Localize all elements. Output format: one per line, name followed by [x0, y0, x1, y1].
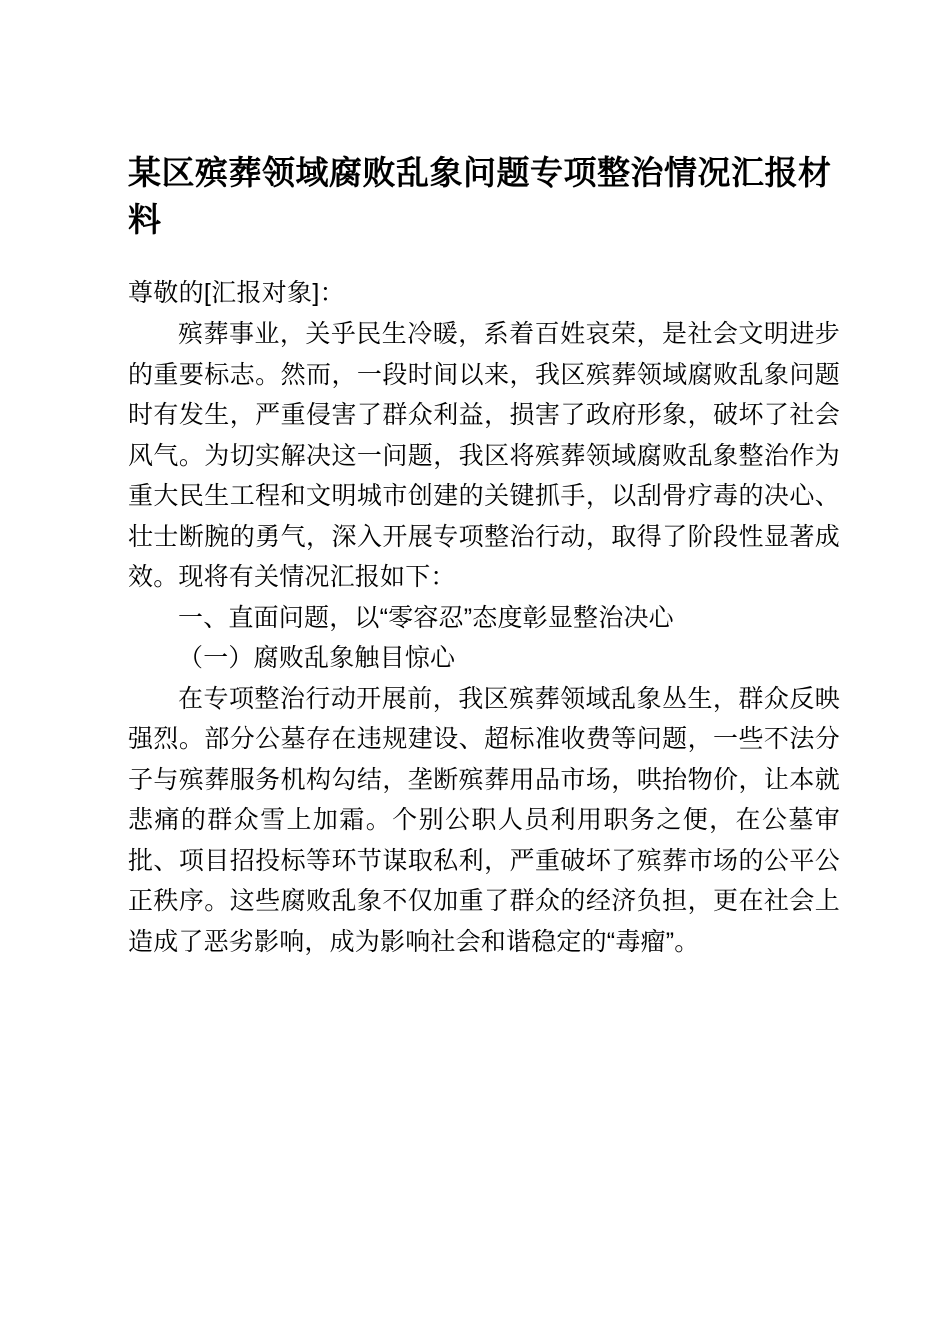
page-title: 某区殡葬领域腐败乱象问题专项整治情况汇报材料: [128, 154, 832, 238]
salutation-line: 尊敬的[汇报对象]：: [128, 278, 345, 307]
body-paragraph-1: 殡葬事业，关乎民生冷暖，系着百姓哀荣，是社会文明进步的重要标志。然而，一段时间以来，我区殡葬领域腐败乱象问题时有发生，严重侵害了群众利益，损害了政府形象，破坏了社会风气。为切实解决这一问题，我区将殡葬领域腐败乱象整治作为重大民生工程和文明城市创建的关键抓手，以刮骨疗毒的决心、壮士断腕的勇气，深入开展专项整治行动，取得了阶段性显著成效。现将有关情况汇报如下：: [128, 320, 840, 592]
body-paragraph-2: 在专项整治行动开展前，我区殡葬领域乱象丛生，群众反映强烈。部分公墓存在违规建设、超标准收费等问题，一些不法分子与殡葬服务机构勾结，垄断殡葬用品市场，哄抬物价，让本就悲痛的群众雪上加霜。个别公职人员利用职务之便，在公墓审批、项目招投标等环节谋取私利，严重破坏了殡葬市场的公平公正秩序。这些腐败乱象不仅加重了群众的经济负担，更在社会上造成了恶劣影响，成为影响社会和谐稳定的“毒瘤”。: [128, 684, 840, 956]
section-heading-1: 一、直面问题，以“零容忍”态度彰显整治决心: [178, 603, 674, 632]
section-heading-2: （一）腐败乱象触目惊心: [178, 644, 456, 673]
